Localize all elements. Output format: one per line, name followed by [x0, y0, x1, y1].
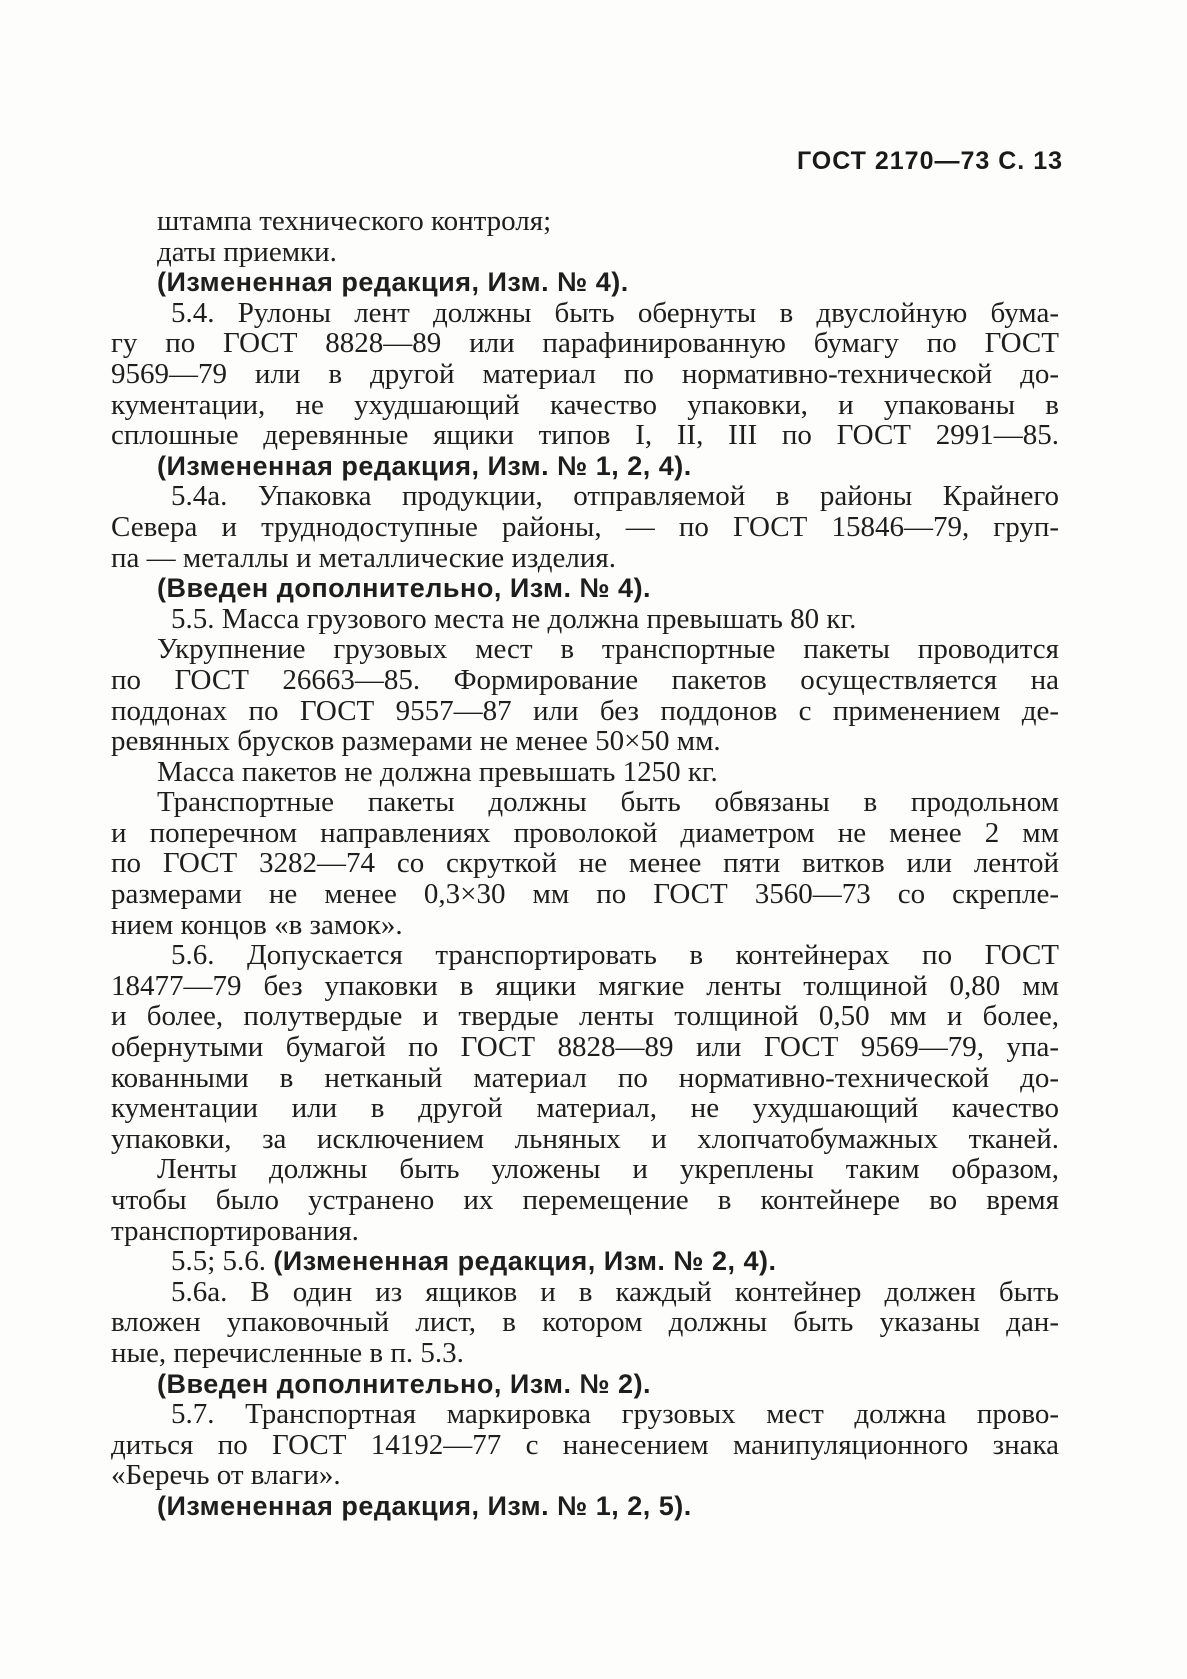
text-line-content: кументации, не ухудшающий качество упаковки, и упакованы в — [111, 388, 1059, 421]
text-line — [111, 1369, 1059, 1400]
text-line-content: 5.6а. В один из ящиков и в каждый контейнер должен быть — [171, 1275, 1059, 1308]
text-line — [111, 328, 1059, 359]
text-line-content: и поперечном направлениях проволокой диаметром не менее 2 мм — [111, 816, 1059, 849]
text-line — [111, 359, 1059, 390]
text-line — [111, 1063, 1059, 1094]
text-line — [111, 451, 1059, 482]
text-line-content: 5.6. Допускается транспортировать в контейнерах по ГОСТ — [171, 939, 1059, 972]
text-line — [111, 910, 1059, 941]
text-line-content: нием концов «в замок». — [111, 908, 403, 941]
text-line — [111, 1032, 1059, 1063]
text-line-content: 5.5; 5.6. — [171, 1245, 274, 1278]
document-body — [111, 206, 1059, 1522]
text-line-content: Укрупнение грузовых мест в транспортные пакеты проводится — [157, 633, 1059, 666]
text-line-content: Севера и труднодоступные районы, — по ГОСТ 15846—79, груп- — [111, 510, 1059, 543]
text-line — [111, 481, 1059, 512]
text-line-content: размерами не менее 0,3×30 мм по ГОСТ 3560—73 со скрепле- — [111, 878, 1059, 911]
text-line — [111, 1460, 1059, 1491]
text-line — [111, 787, 1059, 818]
text-line-content: и более, полутвердые и твердые ленты толщиной 0,50 мм и более, — [111, 1000, 1059, 1033]
text-line — [111, 1338, 1059, 1369]
text-line — [111, 206, 1059, 237]
text-line-content: Транспортные пакеты должны быть обвязаны в продольном — [157, 786, 1059, 819]
text-line-content: Масса пакетов не должна превышать 1250 кг. — [157, 755, 718, 788]
text-line — [111, 1093, 1059, 1124]
text-line-content: «Беречь от влаги». — [111, 1459, 341, 1492]
text-line-content: (Введен дополнительно, Изм. № 4). — [157, 573, 652, 604]
text-line — [111, 971, 1059, 1002]
text-line-content: чтобы было устранено их перемещение в контейнере во время — [111, 1184, 1059, 1216]
text-line — [111, 634, 1059, 665]
text-line-content: (Измененная редакция, Изм. № 4). — [157, 267, 629, 298]
text-line — [111, 1001, 1059, 1032]
text-line-content: 5.5. Масса грузового места не должна превышать 80 кг. — [171, 602, 857, 635]
text-line — [111, 1124, 1059, 1155]
text-line-content: ревянных брусков размерами не менее 50×50 мм. — [111, 725, 721, 758]
text-line-content: обернутыми бумагой по ГОСТ 8828—89 или ГОСТ 9569—79, упа- — [111, 1031, 1059, 1064]
text-line-content: сплошные деревянные ящики типов I, II, III по ГОСТ 2991—85. — [111, 419, 1059, 452]
text-line — [111, 940, 1059, 971]
text-line — [111, 1307, 1059, 1338]
text-line — [111, 237, 1059, 268]
text-line-content: па — металлы и металлические изделия. — [111, 541, 616, 574]
text-line — [111, 298, 1059, 329]
text-line-content: гу по ГОСТ 8828—89 или парафинированную бумагу по ГОСТ — [111, 327, 1059, 360]
page-header: ГОСТ 2170—73 С. 13 — [796, 147, 1063, 175]
text-line-content: 5.7. Транспортная маркировка грузовых мест должна прово- — [171, 1398, 1059, 1431]
text-line-content: 18477—79 без упаковки в ящики мягкие ленты толщиной 0,80 мм — [111, 969, 1059, 1002]
text-line-content: 5.4. Рулоны лент должны быть обернуты в двуслойную бума- — [171, 296, 1059, 329]
text-line-content: транспортирования. — [111, 1214, 359, 1247]
text-line — [111, 848, 1059, 879]
text-line — [111, 604, 1059, 635]
text-line — [111, 665, 1059, 696]
text-line-content: кументации или в другой материал, не ухудшающий качество — [111, 1092, 1059, 1125]
text-line — [111, 1277, 1059, 1308]
text-line — [111, 1430, 1059, 1461]
text-line — [111, 1246, 1059, 1277]
text-line — [111, 420, 1059, 451]
text-line — [111, 696, 1059, 727]
text-line-content: по ГОСТ 26663—85. Формирование пакетов осуществляется на — [111, 663, 1059, 696]
revision-note: (Измененная редакция, Изм. № 2, 4). — [273, 1246, 777, 1277]
text-line-content: штампа технического контроля; — [157, 205, 552, 237]
text-line — [111, 818, 1059, 849]
text-line-content: (Введен дополнительно, Изм. № 2). — [157, 1368, 652, 1399]
text-line-content: (Измененная редакция, Изм. № 1, 2, 5). — [157, 1490, 692, 1521]
text-line — [111, 267, 1059, 298]
text-line — [111, 726, 1059, 757]
text-line — [111, 1185, 1059, 1216]
text-line — [111, 879, 1059, 910]
text-line-content: (Измененная редакция, Изм. № 1, 2, 4). — [157, 450, 692, 481]
text-line — [111, 1154, 1059, 1185]
text-line-content: диться по ГОСТ 14192—77 с нанесением манипуляционного знака — [111, 1428, 1059, 1461]
text-line — [111, 757, 1059, 788]
text-line-content: вложен упаковочный лист, в котором должны быть указаны дан- — [111, 1306, 1059, 1339]
text-line-content: ные, перечисленные в п. 5.3. — [111, 1336, 464, 1369]
text-line-content: кованными в нетканый материал по нормативно-технической до- — [111, 1061, 1059, 1094]
text-line-content: по ГОСТ 3282—74 со скруткой не менее пяти витков или лентой — [111, 847, 1059, 880]
text-line — [111, 573, 1059, 604]
text-line-content: поддонах по ГОСТ 9557—87 или без поддонов с применением де- — [111, 694, 1059, 727]
text-line — [111, 543, 1059, 574]
text-line-content: упаковки, за исключением льняных и хлопчатобумажных тканей. — [111, 1122, 1059, 1155]
text-line — [111, 1491, 1059, 1522]
text-line-content: даты приемки. — [157, 235, 337, 268]
text-line — [111, 1399, 1059, 1430]
text-line — [111, 1216, 1059, 1247]
text-line — [111, 390, 1059, 421]
text-line — [111, 512, 1059, 543]
text-line-content: Ленты должны быть уложены и укреплены таким образом, — [157, 1153, 1059, 1186]
text-line-content: 9569—79 или в другой материал по нормативно-технической до- — [111, 357, 1059, 390]
text-line-content: 5.4а. Упаковка продукции, отправляемой в районы Крайнего — [171, 480, 1059, 513]
